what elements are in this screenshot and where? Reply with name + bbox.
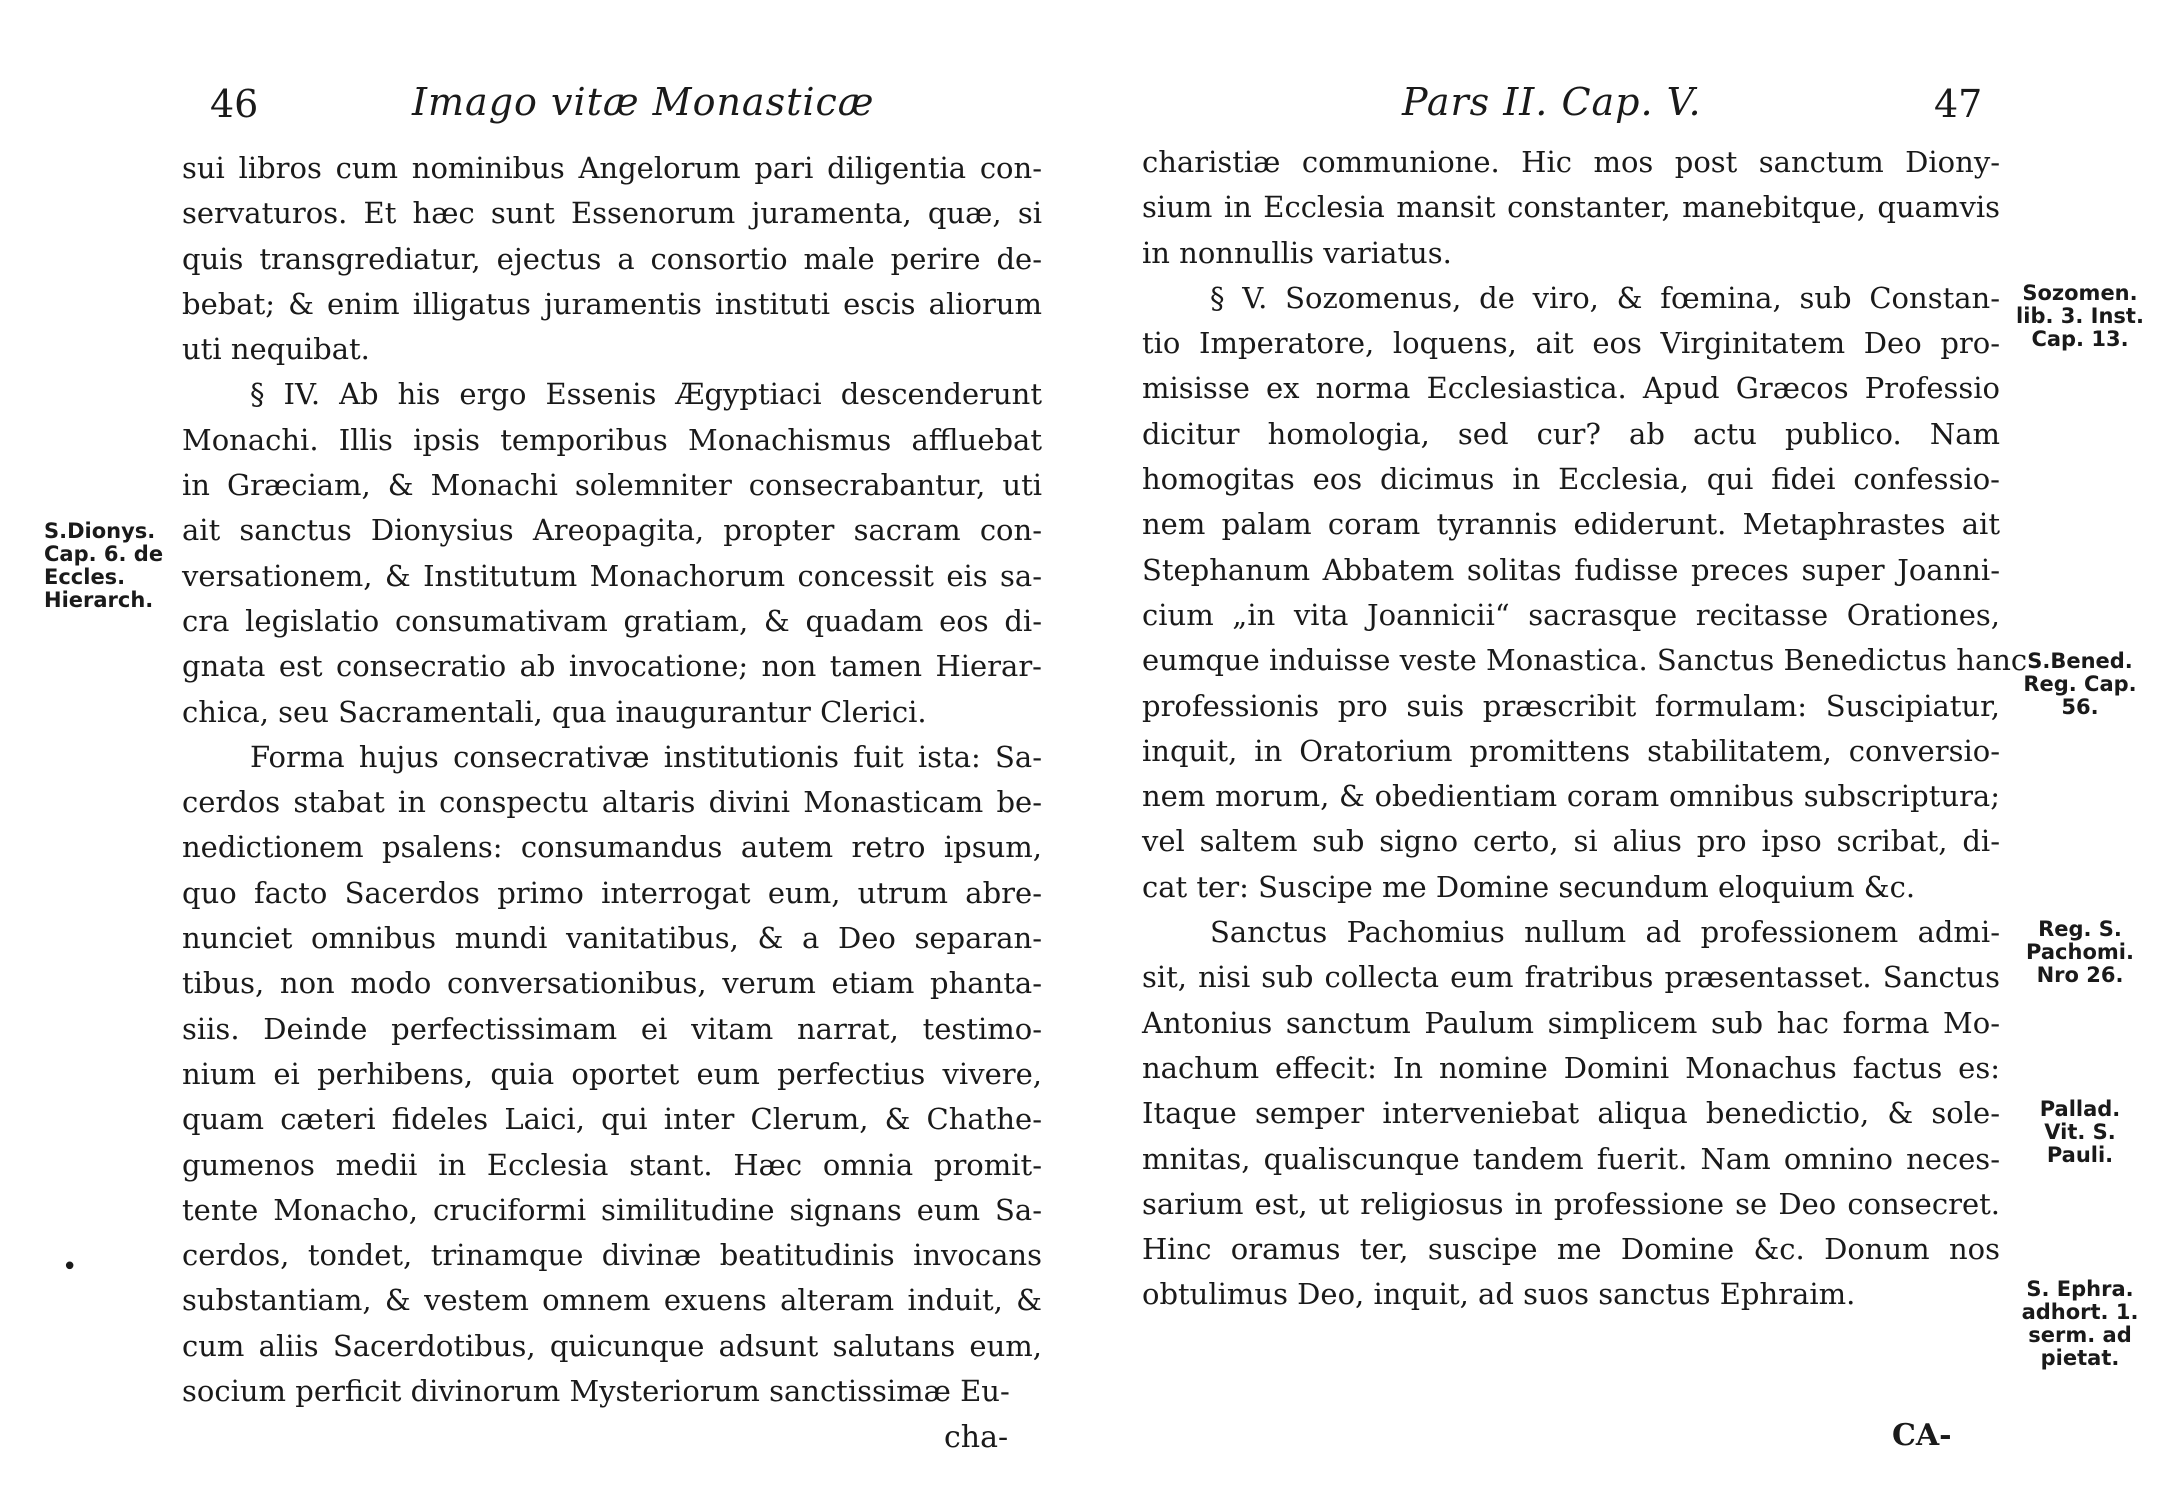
margin-note-line: serm. ad [2028, 1323, 2132, 1347]
text-line: nachum effecit: In nomine Domini Monachus factus es: [1142, 1050, 2000, 1085]
text-line: Sanctus Pachomius nullum ad professionem admi- [1210, 915, 2000, 950]
text-line: Monachi. Illis ipsis temporibus Monachismus affluebat [182, 422, 1042, 457]
margin-note-sozomen [2010, 282, 2150, 351]
text-line: dicitur homologia, sed cur? ab actu publico. Nam [1142, 416, 2000, 451]
margin-note-line: pietat. [2040, 1346, 2120, 1370]
text-line: versationem, & Institutum Monachorum concessit eis sa- [182, 558, 1042, 593]
right-body-text [1142, 140, 2028, 1318]
paragraph [182, 735, 1042, 1414]
page-number-left: 46 [210, 82, 259, 126]
margin-dot-mark: • [62, 1252, 78, 1282]
text-line: nium ei perhibens, quia oportet eum perfectius vivere, [182, 1056, 1042, 1091]
text-line: sui libros cum nominibus Angelorum pari diligentia con- [182, 151, 1042, 185]
margin-note-line: Cap. 13. [2031, 327, 2129, 351]
text-line: uti nequibat. [182, 332, 370, 367]
text-line: cerdos stabat in conspectu altaris divini Monasticam be- [182, 785, 1042, 820]
margin-note-line: Nro 26. [2036, 963, 2124, 987]
margin-note-palladius [2010, 1098, 2150, 1167]
text-line: professionis pro suis præscribit formulam: Suscipiatur, [1142, 688, 2000, 723]
text-line: in nonnullis variatus. [1142, 235, 1452, 270]
paragraph [182, 372, 1042, 734]
text-line: quam cæteri fideles Laici, qui inter Clerum, & Chathe- [182, 1102, 1042, 1137]
margin-note-line: 56. [2061, 695, 2099, 719]
text-line: Hinc oramus ter, suscipe me Domine &c. Donum nos [1142, 1232, 2000, 1267]
text-line: quis transgrediatur, ejectus a consortio male perire de- [182, 241, 1042, 276]
text-line: bebat; & enim illigatus juramentis instituti escis aliorum [182, 286, 1042, 321]
margin-note-dionysius [44, 520, 174, 612]
text-line: cium „in vita Joannicii“ sacrasque recitasse Orationes, [1142, 597, 2000, 632]
text-line: socium perficit divinorum Mysteriorum sanctissimæ Eu- [182, 1374, 1010, 1409]
text-line: cerdos, tondet, trinamque divinæ beatitudinis invocans [182, 1238, 1042, 1273]
text-line: nedictionem psalens: consumandus autem retro ipsum, [182, 830, 1042, 865]
text-line: Itaque semper interveniebat aliqua benedictio, & sole- [1142, 1096, 2000, 1131]
text-line: charistiæ communione. Hic mos post sanctum Diony- [1142, 145, 2000, 179]
text-line: eumque induisse veste Monastica. Sanctus Benedictus hanc [1142, 643, 2028, 678]
left-body-text [182, 146, 1042, 1414]
text-line: homogitas eos dicimus in Ecclesia, qui fidei confessio- [1142, 462, 2000, 497]
margin-note-line: S.Dionys. [44, 519, 156, 543]
text-line: § V. Sozomenus, de viro, & fœmina, sub Constan- [1210, 280, 2000, 315]
text-line: Stephanum Abbatem solitas fudisse preces super Joanni- [1142, 552, 2000, 587]
text-line: sarium est, ut religiosus in professione se Deo consecret. [1142, 1186, 2000, 1221]
running-head-right: Pars II. Cap. V. [1402, 80, 1702, 124]
text-line: cum aliis Sacerdotibus, quicunque adsunt salutans eum, [182, 1328, 1042, 1363]
text-line: Forma hujus consecrativæ institutionis fuit ista: Sa- [250, 739, 1042, 774]
margin-note-pachomius [2010, 918, 2150, 987]
margin-note-line: Reg. S. [2038, 917, 2122, 941]
margin-note-line: Pauli. [2046, 1143, 2114, 1167]
margin-note-benedict [2010, 650, 2150, 719]
paragraph [1142, 140, 2000, 276]
paragraph [182, 146, 1042, 372]
text-line: cra legislatio consumativam gratiam, & quadam eos di- [182, 603, 1042, 638]
text-line: sit, nisi sub collecta eum fratribus præsentasset. Sanctus [1142, 960, 2000, 995]
text-line: quo facto Sacerdos primo interrogat eum, utrum abre- [182, 875, 1042, 910]
text-line: chica, seu Sacramentali, qua inaugurantur Clerici. [182, 694, 927, 729]
margin-note-ephraim [2010, 1278, 2150, 1370]
text-line: substantiam, & vestem omnem exuens alteram induit, & [182, 1283, 1042, 1318]
margin-note-line: Hierarch. [44, 588, 154, 612]
text-line: inquit, in Oratorium promittens stabilitatem, conversio- [1142, 733, 2000, 768]
text-line: § IV. Ab his ergo Essenis Ægyptiaci descenderunt [250, 377, 1042, 412]
text-line: siis. Deinde perfectissimam ei vitam narrat, testimo- [182, 1011, 1042, 1046]
text-line: gnata est consecratio ab invocatione; non tamen Hierar- [182, 649, 1042, 684]
text-line: tio Imperatore, loquens, ait eos Virginitatem Deo pro- [1142, 326, 2000, 361]
text-line: obtulimus Deo, inquit, ad suos sanctus Ephraim. [1142, 1277, 1856, 1312]
text-line: Antonius sanctum Paulum simplicem sub hac forma Mo- [1142, 1005, 2000, 1040]
margin-note-line: Pallad. [2039, 1097, 2121, 1121]
margin-note-line: adhort. 1. [2021, 1300, 2139, 1324]
running-head-left: Imago vitæ Monasticæ [412, 80, 875, 124]
left-page [0, 0, 1080, 1500]
paragraph [1142, 910, 2000, 1318]
text-line: mnitas, qualiscunque tandem fuerit. Nam omnino neces- [1142, 1141, 2000, 1176]
margin-note-line: lib. 3. Inst. [2016, 304, 2144, 328]
margin-note-line: S. Ephra. [2026, 1277, 2134, 1301]
margin-note-line: Eccles. [44, 565, 126, 589]
margin-note-line: Cap. 6. de [44, 542, 164, 566]
catchword-left: cha- [944, 1420, 1009, 1455]
page-number-right: 47 [1934, 82, 1983, 126]
paragraph [1142, 276, 2028, 910]
text-line: ait sanctus Dionysius Areopagita, propter sacram con- [182, 513, 1042, 548]
text-line: misisse ex norma Ecclesiastica. Apud Græcos Professio [1142, 371, 2000, 406]
text-line: cat ter: Suscipe me Domine secundum eloquium &c. [1142, 869, 1916, 904]
text-line: vel saltem sub signo certo, si alius pro ipso scribat, di- [1142, 824, 2000, 859]
margin-note-line: Pachomi. [2026, 940, 2134, 964]
margin-note-line: Reg. Cap. [2023, 672, 2137, 696]
text-line: servaturos. Et hæc sunt Essenorum juramenta, quæ, si [182, 196, 1042, 231]
margin-note-line: Sozomen. [2022, 281, 2138, 305]
catchword-right: CA- [1892, 1418, 1952, 1453]
text-line: nem palam coram tyrannis ediderunt. Metaphrastes ait [1142, 507, 2000, 542]
text-line: tibus, non modo conversationibus, verum etiam phanta- [182, 966, 1042, 1001]
margin-note-line: Vit. S. [2044, 1120, 2116, 1144]
text-line: nunciet omnibus mundi vanitatibus, & a Deo separan- [182, 921, 1042, 956]
text-line: nem morum, & obedientiam coram omnibus subscriptura; [1142, 779, 2000, 814]
text-line: sium in Ecclesia mansit constanter, manebitque, quamvis [1142, 190, 2000, 225]
margin-note-line: S.Bened. [2027, 649, 2133, 673]
right-page [1082, 0, 2164, 1500]
text-line: in Græciam, & Monachi solemniter consecrabantur, uti [182, 468, 1042, 503]
text-line: gumenos medii in Ecclesia stant. Hæc omnia promit- [182, 1147, 1042, 1182]
text-line: tente Monacho, cruciformi similitudine signans eum Sa- [182, 1192, 1042, 1227]
